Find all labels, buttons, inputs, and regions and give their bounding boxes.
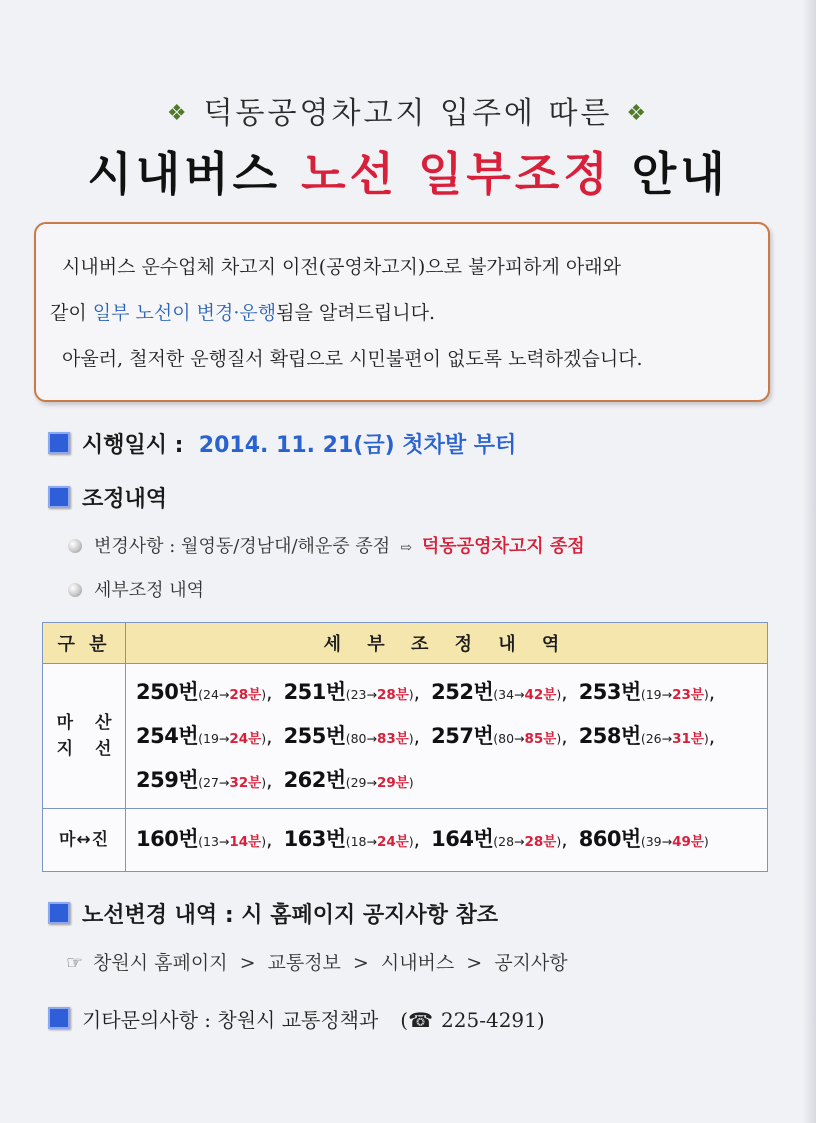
title-word-red: 노선 [301,147,398,201]
bus-entry: 257번(80→85분), [431,724,568,748]
detail-line [136,819,767,863]
adjustment-table [42,622,768,872]
square-bullet-icon [48,486,70,508]
path-separator: > [466,952,483,974]
notice-line-2: 같이 일부 노선이 변경·운행됨을 알려드립니다. [50,302,435,324]
square-bullet-icon [48,432,70,454]
detail-line [136,716,767,760]
row-detail [126,809,768,872]
notice-line-3: 아울러, 철저한 운행질서 확립으로 시민불편이 없도록 노력하겠습니다. [62,348,643,370]
table-header-detail: 세 부 조 정 내 역 [126,623,768,664]
phone-number: 225-4291 [441,1008,537,1032]
bus-entry: 251번(23→28분), [283,680,421,704]
bus-entry: 163번(18→24분), [283,827,421,851]
bus-entry: 164번(28→28분), [431,827,568,851]
path-step: 시내버스 [380,952,455,974]
table-row [43,664,768,809]
row-label: 마↔진 [43,809,126,872]
bus-entry: 255번(80→83분), [283,724,421,748]
arrow-right-icon: ⇨ [400,540,412,556]
bus-entry: 254번(19→24분), [136,724,273,748]
square-bullet-icon [48,902,70,924]
title-word: 안내 [631,147,729,201]
notice-highlight: 일부 노선이 변경·운행 [92,302,277,324]
phone-info: (☎ 225-4291) [400,1008,545,1032]
path-separator: > [239,952,256,974]
notice-line-1: 시내버스 운수업체 차고지 이전(공영차고지)으로 불가피하게 아래와 [62,256,621,278]
diamond-icon: ❖ [626,101,650,126]
bus-entry: 252번(34→42분), [431,680,568,704]
table-header-category: 구 분 [43,623,126,664]
path-step: 창원시 홈페이지 [93,952,228,974]
poster-title [0,138,816,204]
contact-label: 기타문의사항 : 창원시 교통정책과 [82,1008,379,1032]
row-detail [126,664,768,809]
adjust-label: 조정내역 [82,487,168,512]
schedule-date: 2014. 11. 21(금) 첫차발 부터 [198,433,517,458]
path-step: 교통정보 [267,952,341,974]
new-terminal: 덕동공영차고지 종점 [421,536,585,557]
bus-entry: 860번(39→49분) [578,827,709,851]
pointing-hand-icon: ☞ [66,952,84,974]
path-step: 공지사항 [494,952,568,974]
route-change-label: 노선변경 내역 : 시 홈페이지 공지사항 참조 [82,903,499,928]
diamond-icon: ❖ [166,101,190,126]
change-item: 변경사항 : 월영동/경남대/해운중 종점 ⇨ 덕동공영차고지 종점 [68,532,585,558]
homepage-path [66,948,568,975]
bus-entry: 259번(27→32분), [136,768,273,792]
title-word: 시내버스 [87,147,282,201]
row-label: 마 산 지 선 [43,664,126,809]
notice-box [34,222,770,402]
schedule-label: 시행일시 : [82,433,184,458]
bus-entry: 250번(24→28분), [136,680,273,704]
adjust-section [48,482,167,513]
table-row [43,809,768,872]
round-bullet-icon [68,539,82,553]
square-bullet-icon [48,1007,70,1029]
bus-entry: 160번(13→14분), [136,827,273,851]
detail-line [136,672,767,716]
poster-subtitle: ❖ 덕동공영차고지 입주에 따른 ❖ [166,96,650,131]
schedule-section [48,428,516,459]
path-separator: > [352,952,369,974]
bus-entry: 253번(19→23분), [578,680,716,704]
bus-entry: 262번(29→29분) [283,768,414,792]
title-word-red: 일부조정 [418,147,612,201]
round-bullet-icon [68,583,82,597]
detail-line [136,760,767,804]
contact-line [48,1004,545,1033]
detail-item: 세부조정 내역 [68,576,204,602]
phone-icon: ☎ [408,1008,434,1032]
route-change-section [48,898,498,929]
bus-entry: 258번(26→31분), [578,724,716,748]
